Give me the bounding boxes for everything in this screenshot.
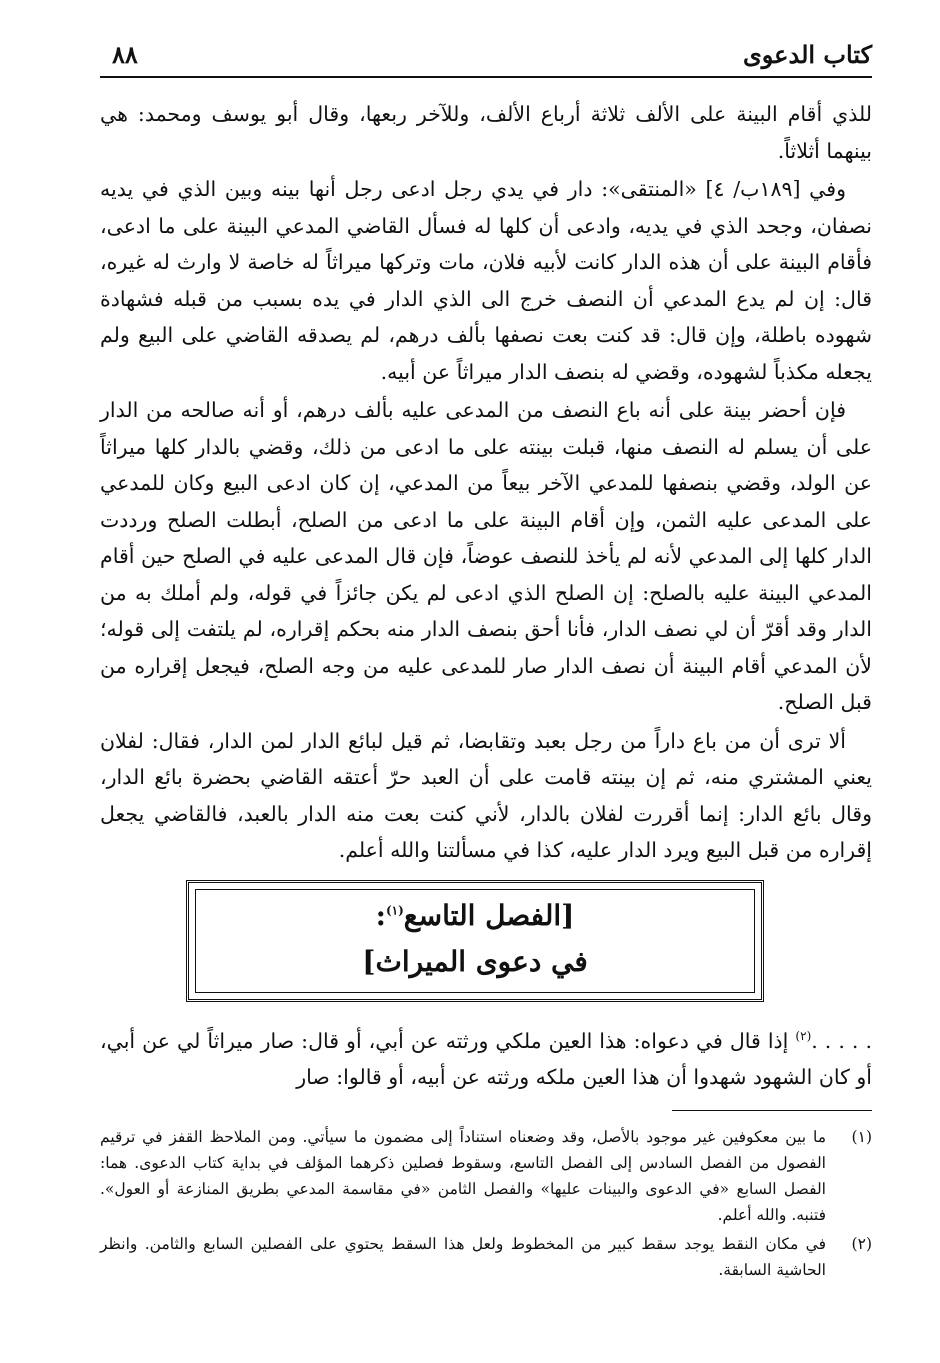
paragraph: وفي [١٨٩ب/ ٤] «المنتقى»: دار في يدي رجل ادعى رجل أنها بينه وبين الذي في يديه نصفان، وجحد الذي في يديه، وادعى أن كلها له فسأل القاضي المدعي البينة على ما ادعى، فأقام البينة على أن هذه الدار كانت لأبيه فلان، مات وتركها ميراثاً له خاصة لا وارث له غيره، قال: إن لم يدع المدعي أن النصف خرج الى الذي الدار في يده بسبب من قبله فشهادة شهوده باطلة، وإن قال: قد كنت بعت نصفها بألف درهم، لم يصدقه القاضي على البيع ولم يجعله مكذباً لشهوده، وقضي له بنصف الدار ميراثاً عن أبيه.: [100, 177, 872, 384]
running-title: كتاب الدعوى: [742, 40, 872, 69]
chapter-heading-box: [186, 880, 764, 1002]
paragraph: ألا ترى أن من باع داراً من رجل بعبد وتقابضا، ثم قيل لبائع الدار لمن الدار، فقال: لفلان يعني المشتري منه، ثم إن بينته قامت على أن العبد حرّ أعتقه القاضي بحضرة بائع الدار، وقال بائع الدار: إنما أقررت لفلان بالدار، لأني كنت بعت منه الدار بالعبد، فالقاضي يجعل إقراره من قبل البيع ويرد الدار عليه، كذا في مسألتنا والله أعلم.: [100, 728, 872, 862]
footnote-separator: [672, 1110, 872, 1111]
paragraph: للذي أقام البينة على الألف ثلاثة أرباع الألف، وللآخر ربعها، وقال أبو يوسف ومحمد: هي بينهما أثلاثاً.: [100, 102, 872, 163]
page-number: ٨٨: [112, 40, 138, 69]
omission-dots: . . . . .: [811, 1028, 872, 1053]
footnote-ref: (٢): [795, 1029, 812, 1043]
paragraph-text: إذا قال في دعواه: هذا العين ملكي ورثته عن أبي، أو قال: صار ميراثاً لي عن أبي، أو كان الشهود شهدوا أن هذا العين ملكه ورثته عن أبيه، أو قالوا: صار: [100, 1028, 872, 1090]
footnotes: [100, 1124, 872, 1286]
footnote: [100, 1231, 872, 1283]
paragraph: [100, 1018, 872, 1096]
footnote-ref: (١): [385, 903, 404, 918]
main-text: [100, 96, 872, 869]
page-header: [100, 36, 872, 78]
footnote-number: (٢): [851, 1235, 872, 1253]
paragraph: فإن أحضر بينة على أنه باع النصف من المدعى عليه بألف درهم، أو أنه صالحه من الدار على أن يسلم له النصف منها، قبلت بينته على ما ادعى من ذلك، وقضي بالدار كلها ميراثاً عن الولد، وقضي بنصفها للمدعي الآخر بيعاً من المدعي، إن كان ادعى البيع وكان للمدعي على المدعى عليه الثمن، وإن أقام البينة على ما ادعى من الصلح، أبطلت الصلح ورددت الدار كلها إلى المدعي لأنه لم يأخذ للنصف عوضاً، فإن قال المدعى عليه في الصلح حين أقام المدعي البينة عليه بالصلح: إن الصلح الذي ادعى لم يكن جائزاً في قوله، ولم أملك به من الدار وقد أقرّ أن لي نصف الدار، فأنا أحق بنصف الدار منه بحكم إقراره، لم يلتفت إلى قوله؛ لأن المدعي أقام البينة أن نصف الدار صار للمدعى عليه من وجه الصلح، فيجعل إقراره من قبل الصلح.: [100, 398, 872, 714]
footnote: [100, 1124, 872, 1228]
footnote-number: (١): [851, 1128, 872, 1146]
chapter-title-text: [الفصل التاسع: [403, 899, 575, 932]
footnote-text: ما بين معكوفين غير موجود بالأصل، وقد وضعناه استناداً إلى مضمون ما سيأتي. ومن الملاحظ القفز في ترقيم الفصول من الفصل السادس إلى الفصل التاسع، وسقوط فصلين ذكرهما المؤلف في بداية كتاب الدعوى. هما: الفصل السابع «في الدعوى والبينات عليها» والفصل الثامن «في مقاسمة المدعي بطريق المنازعة أو العول». فتنبه. والله أعلم.: [100, 1128, 826, 1224]
chapter-subtitle: في دعوى الميراث]: [362, 945, 588, 978]
chapter-text: [100, 1018, 872, 1096]
chapter-title-colon: :: [375, 899, 386, 932]
footnote-text: في مكان النقط يوجد سقط كبير من المخطوط ولعل هذا السقط يحتوي على الفصلين السابع والثامن. وانظر الحاشية السابقة.: [100, 1235, 826, 1279]
chapter-title: [189, 899, 761, 932]
